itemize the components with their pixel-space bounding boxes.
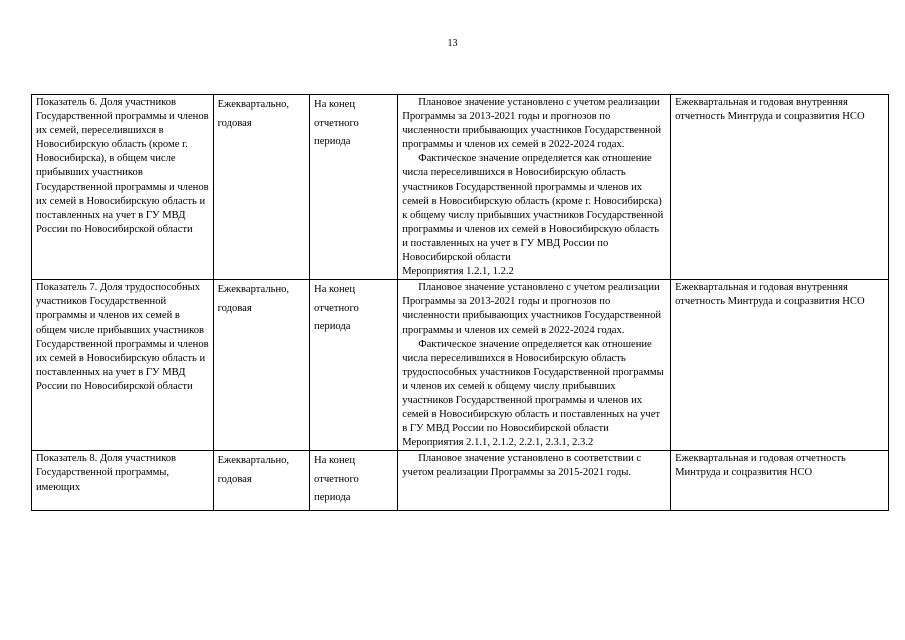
timing-cell: На конец отчетного периода: [310, 95, 398, 280]
timing-cell: На конец отчетного периода: [310, 280, 398, 451]
table-row: [32, 451, 889, 511]
indicator-cell: [32, 451, 214, 511]
table-row: [32, 95, 889, 280]
frequency-cell: [213, 451, 309, 511]
indicator-cell: Показатель 7. Доля трудоспособных участников Государственной программы и членов их семей в общем числе прибывших участников Государственной программы и членов их семей в Новосибирскую область и поставленных на учет в ГУ МВД России по Новосибирской области: [32, 280, 214, 451]
indicator-text: Показатель 8. Доля участников Государственной программы, имеющих: [36, 453, 177, 493]
indicator-cell: Показатель 6. Доля участников Государственной программы и членов их семей, переселившихся в Новосибирскую область (кроме г. Новосибирска), в общем числе прибывших участников Государственной программы и членов их семей в Новосибирскую область и поставленных на учет в ГУ МВД России по Новосибирской области: [32, 95, 214, 280]
source-cell: Ежеквартальная и годовая внутренняя отчетность Минтруда и соцразвития НСО: [671, 95, 889, 280]
method-paragraph: Плановое значение установлено с учетом реализации Программы за 2013-2021 годы и прогнозов по численности прибывающих участников Государственной программы и членов их семей в 2022-2024 годах.: [402, 282, 662, 336]
timing-text: На конец отчетного периода: [314, 455, 359, 504]
method-cell: [398, 280, 671, 451]
method-paragraph: Фактическое значение определяется как отношение числа переселившихся в Новосибирскую область трудоспособных участников Государственной программы и членов их семей к общему числу прибывших участников Государственной программы и членов их семей в Новосибирскую область и поставленных на учет в ГУ МВД России по Новосибирской области: [402, 338, 664, 435]
frequency-cell: Ежеквартально, годовая: [213, 95, 309, 280]
method-activities: Мероприятия 1.2.1, 1.2.2: [402, 266, 514, 278]
source-cell: [671, 451, 889, 511]
method-paragraph: Плановое значение установлено с учетом реализации Программы за 2013-2021 годы и прогнозов по численности прибывающих участников Государственной программы и членов их семей в 2022-2024 годах.: [402, 97, 662, 151]
source-text: Ежеквартальная и годовая отчетность Минтруда и соцразвития НСО: [675, 453, 846, 479]
page-number: 13: [447, 38, 458, 49]
indicators-table: [31, 94, 889, 511]
method-cell: [398, 451, 671, 511]
timing-cell: [310, 451, 398, 511]
method-activities: Мероприятия 2.1.1, 2.1.2, 2.2.1, 2.3.1, 2.3.2: [402, 437, 594, 449]
source-cell: Ежеквартальная и годовая внутренняя отчетность Минтруда и соцразвития НСО: [671, 280, 889, 451]
table-row: [32, 280, 889, 451]
frequency-cell: Ежеквартально, годовая: [213, 280, 309, 451]
frequency-text: Ежеквартально, годовая: [217, 455, 290, 485]
method-paragraph: Плановое значение установлено в соответствии с учетом реализации Программы за 2015-2021 годы.: [402, 453, 642, 479]
method-paragraph: Фактическое значение определяется как отношение числа переселившихся в Новосибирскую область участников Государственной программы и членов их семей в Новосибирскую область (кроме г. Новосибирска) к общему числу прибывших участников Государственной программы и членов их семей в Новосибирскую область и поставленных на учет в ГУ МВД России по Новосибирской области: [402, 153, 664, 264]
method-cell: [398, 95, 671, 280]
